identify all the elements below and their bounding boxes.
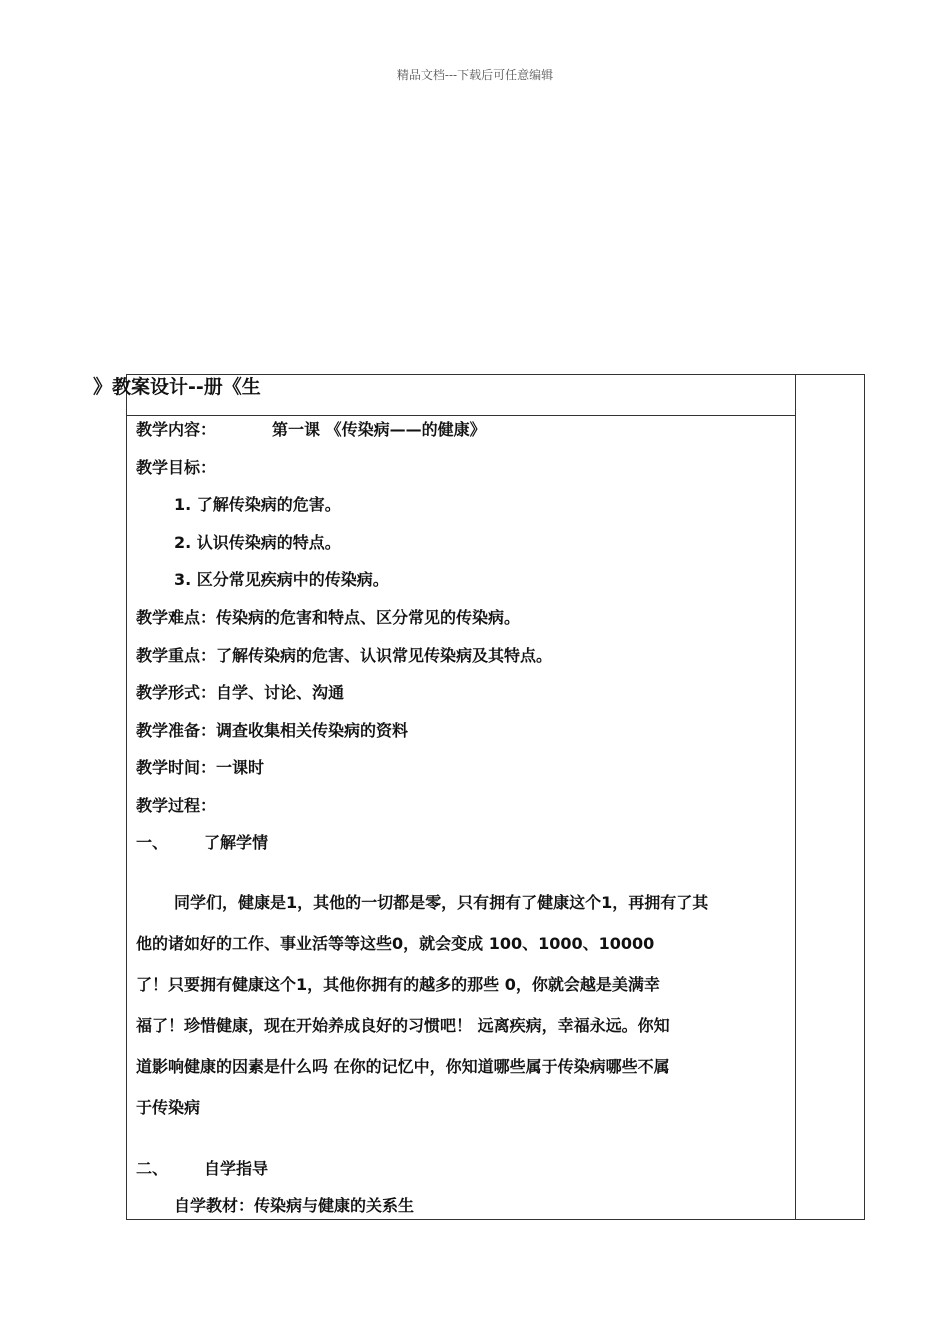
- section2-title: 自学指导: [204, 1159, 269, 1178]
- goal-item-1: 1. 了解传染病的危害。: [174, 495, 341, 514]
- section1-title: 了解学情: [204, 833, 269, 852]
- paragraph-line-3: 了！只要拥有健康这个1，其他你拥有的越多的那些 0，你就会越是美满幸: [136, 975, 660, 994]
- section1-number: 一、: [136, 833, 169, 852]
- section2-number: 二、: [136, 1159, 169, 1178]
- key-points-line: 教学重点：了解传染病的危害、认识常见传染病及其特点。: [136, 646, 553, 665]
- form-line: 教学形式：自学、讨论、沟通: [136, 683, 345, 702]
- page-watermark: 精品文档---下载后可任意编辑: [396, 68, 554, 82]
- process-line: 教学过程：: [136, 796, 217, 815]
- goals-label: 教学目标：: [136, 458, 217, 477]
- goal-item-3: 3. 区分常见疾病中的传染病。: [174, 570, 389, 589]
- paragraph-line-6: 于传染病: [136, 1098, 201, 1117]
- right-column-divider: [795, 374, 796, 1220]
- difficulty-line: 教学难点：传染病的危害和特点、区分常见的传染病。: [136, 608, 521, 627]
- paragraph-line-4: 福了！珍惜健康，现在开始养成良好的习惯吧！ 远离疾病，幸福永远。你知: [136, 1016, 670, 1035]
- time-line: 教学时间：一课时: [136, 758, 265, 777]
- title-row-border: [126, 415, 796, 416]
- preparation-line: 教学准备：调查收集相关传染病的资料: [136, 721, 409, 740]
- paragraph-line-5: 道影响健康的因素是什么吗 在你的记忆中，你知道哪些属于传染病哪些不属: [136, 1057, 670, 1076]
- paragraph-line-1: 同学们，健康是1，其他的一切都是零，只有拥有了健康这个1，再拥有了其: [174, 893, 709, 912]
- lesson-title: 》教案设计--册《生: [93, 376, 261, 398]
- self-study-line: 自学教材：传染病与健康的关系生: [174, 1196, 415, 1215]
- content-label: 教学内容：: [136, 420, 217, 439]
- content-value: 第一课 《传染病——的健康》: [272, 420, 486, 439]
- paragraph-line-2: 他的诸如好的工作、事业活等等这些0，就会变成 100、1000、10000: [136, 934, 655, 953]
- goal-item-2: 2. 认识传染病的特点。: [174, 533, 341, 552]
